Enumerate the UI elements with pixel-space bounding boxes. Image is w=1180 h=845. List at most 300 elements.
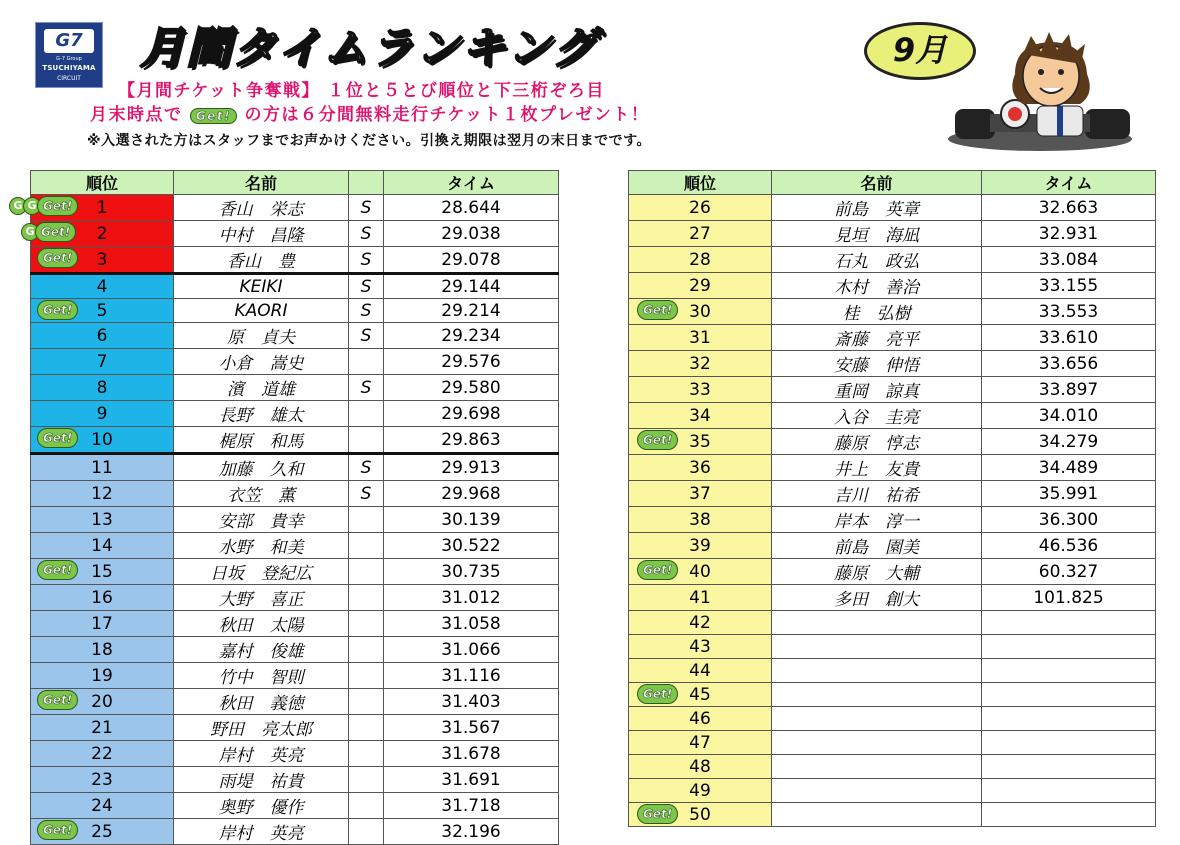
rank-value: 37 [689, 483, 711, 504]
rank-value: 43 [689, 636, 711, 657]
rank-cell [31, 585, 174, 611]
name-cell: 梶原 和馬 [174, 427, 349, 454]
rank-value: 3 [96, 249, 108, 270]
rank-cell [629, 403, 772, 429]
table-row [31, 427, 559, 454]
name-cell: 前島 英章 [772, 195, 982, 221]
name-cell: 香山 栄志 [174, 195, 349, 221]
time-cell: 32.931 [982, 221, 1156, 247]
rank-cell [31, 663, 174, 689]
rank-cell [31, 559, 174, 585]
name-cell: 大野 喜正 [174, 585, 349, 611]
table-row [31, 611, 559, 637]
rank-value: 28 [689, 249, 711, 270]
rank-cell [629, 325, 772, 351]
rank-cell [31, 349, 174, 375]
rank-value: 22 [91, 743, 113, 764]
logo-name: TSUCHIYAMA [42, 64, 96, 72]
rank-value: 20 [91, 691, 113, 712]
rank-cell [629, 299, 772, 325]
name-cell [772, 611, 982, 635]
time-cell [982, 731, 1156, 755]
table-row [31, 323, 559, 349]
rank-value: 36 [689, 457, 711, 478]
rank-value: 17 [91, 613, 113, 634]
table-row [629, 779, 1156, 803]
name-cell [772, 779, 982, 803]
time-cell: 33.553 [982, 299, 1156, 325]
class-cell [349, 715, 384, 741]
table-row [629, 221, 1156, 247]
time-cell: 33.084 [982, 247, 1156, 273]
name-cell: 竹中 智則 [174, 663, 349, 689]
name-cell: 岸村 英亮 [174, 741, 349, 767]
rank-value: 7 [96, 351, 108, 372]
rank-value: 8 [96, 377, 108, 398]
time-cell: 29.234 [384, 323, 559, 349]
get-badge-label: Get! [37, 428, 78, 448]
time-cell: 33.897 [982, 377, 1156, 403]
table-row [31, 274, 559, 299]
time-cell: 31.567 [384, 715, 559, 741]
table-row [31, 793, 559, 819]
name-cell: 岸村 英亮 [174, 819, 349, 845]
table-row [629, 507, 1156, 533]
name-cell: 安部 貴幸 [174, 507, 349, 533]
rank-cell [31, 715, 174, 741]
class-cell [349, 767, 384, 793]
rank-value: 38 [689, 509, 711, 530]
rank-value: 42 [689, 612, 711, 633]
logo-group: G-7 Group [56, 56, 82, 62]
table-row [31, 195, 559, 221]
time-cell: 34.489 [982, 455, 1156, 481]
ranking-table-left [13, 170, 559, 845]
col-time: タイム [982, 171, 1156, 195]
rank-cell [31, 427, 174, 454]
rank-cell [629, 273, 772, 299]
time-cell: 34.010 [982, 403, 1156, 429]
table-row [629, 273, 1156, 299]
rank-cell [31, 689, 174, 715]
table-row [31, 689, 559, 715]
table-row [31, 349, 559, 375]
name-cell: 石丸 政弘 [772, 247, 982, 273]
table-row [31, 375, 559, 401]
time-cell: 34.279 [982, 429, 1156, 455]
rank-cell [629, 351, 772, 377]
table-row [629, 611, 1156, 635]
time-cell: 31.066 [384, 637, 559, 663]
table-row [31, 741, 559, 767]
rank-cell [629, 803, 772, 827]
rank-value: 47 [689, 732, 711, 753]
name-cell: 安藤 伸悟 [772, 351, 982, 377]
table-row [31, 663, 559, 689]
name-cell: KAORI [174, 299, 349, 323]
name-cell: 岸本 淳一 [772, 507, 982, 533]
table-row [629, 707, 1156, 731]
name-cell: 加藤 久和 [174, 454, 349, 481]
class-cell [349, 793, 384, 819]
rank-cell [31, 454, 174, 481]
table-row [31, 454, 559, 481]
get-badge [21, 222, 76, 242]
table-row [31, 533, 559, 559]
table-row [629, 755, 1156, 779]
time-cell: 46.536 [982, 533, 1156, 559]
table-row [629, 299, 1156, 325]
rank-cell [31, 401, 174, 427]
time-cell: 29.698 [384, 401, 559, 427]
rank-cell [31, 637, 174, 663]
get-mini-badge: G [21, 223, 39, 241]
name-cell: 吉川 祐希 [772, 481, 982, 507]
get-badge [37, 560, 78, 580]
get-badge-label: Get! [37, 820, 78, 840]
time-cell: 31.678 [384, 741, 559, 767]
rank-value: 48 [689, 756, 711, 777]
rank-cell [629, 585, 772, 611]
class-cell: S [349, 299, 384, 323]
rank-value: 29 [689, 275, 711, 296]
rank-cell [629, 507, 772, 533]
rank-value: 34 [689, 405, 711, 426]
rank-cell [31, 481, 174, 507]
class-cell [349, 741, 384, 767]
name-cell: 中村 昌隆 [174, 221, 349, 247]
rank-cell [629, 635, 772, 659]
rank-value: 33 [689, 379, 711, 400]
rank-value: 16 [91, 587, 113, 608]
name-cell: 秋田 太陽 [174, 611, 349, 637]
time-cell: 33.610 [982, 325, 1156, 351]
table-row [629, 455, 1156, 481]
rank-cell [31, 375, 174, 401]
rank-cell [31, 274, 174, 299]
table-row [31, 299, 559, 323]
rank-value: 24 [91, 795, 113, 816]
rank-value: 26 [689, 197, 711, 218]
name-cell: 斎藤 亮平 [772, 325, 982, 351]
name-cell: 重岡 諒真 [772, 377, 982, 403]
class-cell [349, 819, 384, 845]
get-badge-label: Get! [637, 804, 678, 824]
time-cell [982, 611, 1156, 635]
class-cell [349, 585, 384, 611]
time-cell: 29.144 [384, 274, 559, 299]
notice-line: ※入選された方はスタッフまでお声かけください。引換え期限は翌月の末日までです。 [87, 133, 651, 149]
page-title: 月間タイムランキング [140, 23, 598, 74]
time-cell: 60.327 [982, 559, 1156, 585]
get-badge-label: Get! [35, 222, 76, 242]
name-cell [772, 659, 982, 683]
rank-cell [629, 377, 772, 403]
table-row [629, 247, 1156, 273]
name-cell: 水野 和美 [174, 533, 349, 559]
rank-value: 23 [91, 769, 113, 790]
get-badge-label: Get! [637, 430, 678, 450]
rank-value: 12 [91, 483, 113, 504]
rank-value: 32 [689, 353, 711, 374]
rank-cell [629, 683, 772, 707]
name-cell: 香山 豊 [174, 247, 349, 274]
rank-value: 39 [689, 535, 711, 556]
get-badge [637, 430, 678, 450]
logo-circuit: CIRCUIT [57, 75, 81, 82]
rank-cell [629, 195, 772, 221]
table-row [629, 731, 1156, 755]
get-badge [37, 248, 78, 268]
rank-value: 15 [91, 561, 113, 582]
rank-value: 5 [96, 300, 108, 321]
time-cell: 32.663 [982, 195, 1156, 221]
get-badge-label: Get! [37, 560, 78, 580]
rank-value: 21 [91, 717, 113, 738]
prize-line-pre: 月末時点で [90, 105, 183, 125]
rank-cell [629, 755, 772, 779]
table-row [629, 559, 1156, 585]
rank-cell [31, 507, 174, 533]
rank-value: 35 [689, 431, 711, 452]
class-cell: S [349, 481, 384, 507]
table-row [629, 403, 1156, 429]
table-row [629, 481, 1156, 507]
table-row [31, 559, 559, 585]
get-badge-label: Get! [37, 690, 78, 710]
rank-cell [629, 707, 772, 731]
rank-value: 2 [96, 223, 108, 244]
get-badge-inline: Get! [190, 105, 237, 125]
time-cell: 31.718 [384, 793, 559, 819]
rank-cell [31, 767, 174, 793]
table-row [629, 429, 1156, 455]
name-cell: 雨堤 祐貴 [174, 767, 349, 793]
rank-cell [629, 221, 772, 247]
get-badge [37, 690, 78, 710]
rank-cell [31, 323, 174, 349]
rank-value: 6 [96, 325, 108, 346]
rank-value: 10 [91, 429, 113, 450]
table-header [31, 171, 559, 195]
rank-value: 9 [96, 403, 108, 424]
name-cell: 藤原 大輔 [772, 559, 982, 585]
class-cell: S [349, 375, 384, 401]
table-row [31, 221, 559, 247]
get-badge [37, 428, 78, 448]
rank-value: 1 [96, 197, 108, 218]
name-cell: 長野 雄太 [174, 401, 349, 427]
table-row [31, 637, 559, 663]
rank-cell [31, 611, 174, 637]
name-cell: 藤原 惇志 [772, 429, 982, 455]
table-row [629, 351, 1156, 377]
name-cell [772, 755, 982, 779]
class-cell [349, 663, 384, 689]
rank-value: 27 [689, 223, 711, 244]
table-row [629, 533, 1156, 559]
rank-value: 49 [689, 780, 711, 801]
time-cell: 31.403 [384, 689, 559, 715]
class-cell [349, 507, 384, 533]
time-cell: 30.522 [384, 533, 559, 559]
campaign-line: 【月間チケット争奪戦】 １位と５とび順位と下三桁ぞろ目 [118, 81, 605, 101]
get-badge [637, 560, 678, 580]
table-row [31, 481, 559, 507]
get-badge-label: Get! [637, 684, 678, 704]
name-cell: 木村 善治 [772, 273, 982, 299]
get-badge-label: Get! [37, 248, 78, 268]
rank-value: 50 [689, 804, 711, 825]
col-class [349, 171, 384, 195]
name-cell: 入谷 圭亮 [772, 403, 982, 429]
get-badge [37, 300, 78, 320]
time-cell: 30.735 [384, 559, 559, 585]
get-mini-badge: G [9, 197, 27, 215]
rank-value: 25 [91, 821, 113, 842]
table-row [31, 715, 559, 741]
rank-value: 19 [91, 665, 113, 686]
time-cell: 33.656 [982, 351, 1156, 377]
time-cell: 29.968 [384, 481, 559, 507]
get-badge [9, 196, 78, 216]
class-cell: S [349, 195, 384, 221]
time-cell [982, 779, 1156, 803]
table-row [31, 767, 559, 793]
time-cell: 28.644 [384, 195, 559, 221]
table-row [31, 585, 559, 611]
month-badge: 9月 [864, 22, 976, 80]
rank-cell [629, 481, 772, 507]
name-cell: 濱 道雄 [174, 375, 349, 401]
rank-cell [629, 455, 772, 481]
time-cell: 31.691 [384, 767, 559, 793]
get-mini-badge: G [23, 197, 41, 215]
get-badge-label: Get! [637, 560, 678, 580]
rank-cell [25, 221, 174, 247]
table-row [31, 247, 559, 274]
class-cell [349, 611, 384, 637]
rank-value: 30 [689, 301, 711, 322]
rank-value: 40 [689, 561, 711, 582]
time-cell: 101.825 [982, 585, 1156, 611]
rank-cell [31, 793, 174, 819]
time-cell [982, 683, 1156, 707]
ranking-table-right [628, 170, 1156, 827]
time-cell: 29.913 [384, 454, 559, 481]
time-cell: 29.863 [384, 427, 559, 454]
get-badge-label: Get! [37, 300, 78, 320]
time-cell [982, 755, 1156, 779]
table-row [31, 507, 559, 533]
name-cell: 桂 弘樹 [772, 299, 982, 325]
time-cell: 29.580 [384, 375, 559, 401]
time-cell: 29.038 [384, 221, 559, 247]
rank-value: 13 [91, 509, 113, 530]
rank-cell [31, 247, 174, 274]
rank-cell [31, 819, 174, 845]
table-row [629, 377, 1156, 403]
class-cell: S [349, 274, 384, 299]
mascot-kart-illustration [945, 14, 1140, 154]
class-cell [349, 689, 384, 715]
class-cell: S [349, 323, 384, 349]
name-cell: 衣笠 薫 [174, 481, 349, 507]
rank-cell [629, 429, 772, 455]
time-cell [982, 707, 1156, 731]
name-cell [772, 731, 982, 755]
time-cell: 30.139 [384, 507, 559, 533]
logo-brand: G7 [44, 29, 94, 53]
time-cell: 31.012 [384, 585, 559, 611]
time-cell [982, 635, 1156, 659]
time-cell: 31.058 [384, 611, 559, 637]
time-cell: 29.576 [384, 349, 559, 375]
table-row [629, 325, 1156, 351]
prize-line-post: の方は６分間無料走行チケット１枚プレゼント！ [244, 105, 650, 125]
name-cell: 嘉村 俊雄 [174, 637, 349, 663]
name-cell: 見垣 海凪 [772, 221, 982, 247]
time-cell [982, 659, 1156, 683]
time-cell: 33.155 [982, 273, 1156, 299]
circuit-logo [35, 22, 103, 88]
class-cell [349, 349, 384, 375]
class-cell [349, 533, 384, 559]
table-header [629, 171, 1156, 195]
rank-value: 14 [91, 535, 113, 556]
table-row [629, 585, 1156, 611]
rank-value: 45 [689, 684, 711, 705]
name-cell [772, 707, 982, 731]
time-cell: 35.991 [982, 481, 1156, 507]
time-cell: 32.196 [384, 819, 559, 845]
time-cell: 36.300 [982, 507, 1156, 533]
class-cell [349, 427, 384, 454]
name-cell: 日坂 登紀広 [174, 559, 349, 585]
name-cell: KEIKI [174, 274, 349, 299]
time-cell: 29.214 [384, 299, 559, 323]
get-badge-label: Get! [37, 196, 78, 216]
rank-value: 44 [689, 660, 711, 681]
time-cell [982, 803, 1156, 827]
table-row [629, 683, 1156, 707]
rank-value: 31 [689, 327, 711, 348]
rank-cell [629, 559, 772, 585]
name-cell: 奥野 優作 [174, 793, 349, 819]
col-rank: 順位 [31, 171, 174, 195]
class-cell [349, 559, 384, 585]
rank-value: 41 [689, 587, 711, 608]
rank-cell [31, 533, 174, 559]
time-cell: 29.078 [384, 247, 559, 274]
rank-cell [629, 731, 772, 755]
table-row [31, 401, 559, 427]
rank-value: 18 [91, 639, 113, 660]
name-cell: 前島 園美 [772, 533, 982, 559]
rank-cell [629, 779, 772, 803]
table-row [629, 635, 1156, 659]
rank-cell [31, 299, 174, 323]
col-time: タイム [384, 171, 559, 195]
class-cell: S [349, 221, 384, 247]
get-badge [637, 684, 678, 704]
name-cell: 小倉 嵩史 [174, 349, 349, 375]
col-name: 名前 [174, 171, 349, 195]
rank-value: 4 [96, 276, 108, 297]
get-badge [637, 804, 678, 824]
name-cell: 原 貞夫 [174, 323, 349, 349]
rank-cell [13, 195, 174, 221]
